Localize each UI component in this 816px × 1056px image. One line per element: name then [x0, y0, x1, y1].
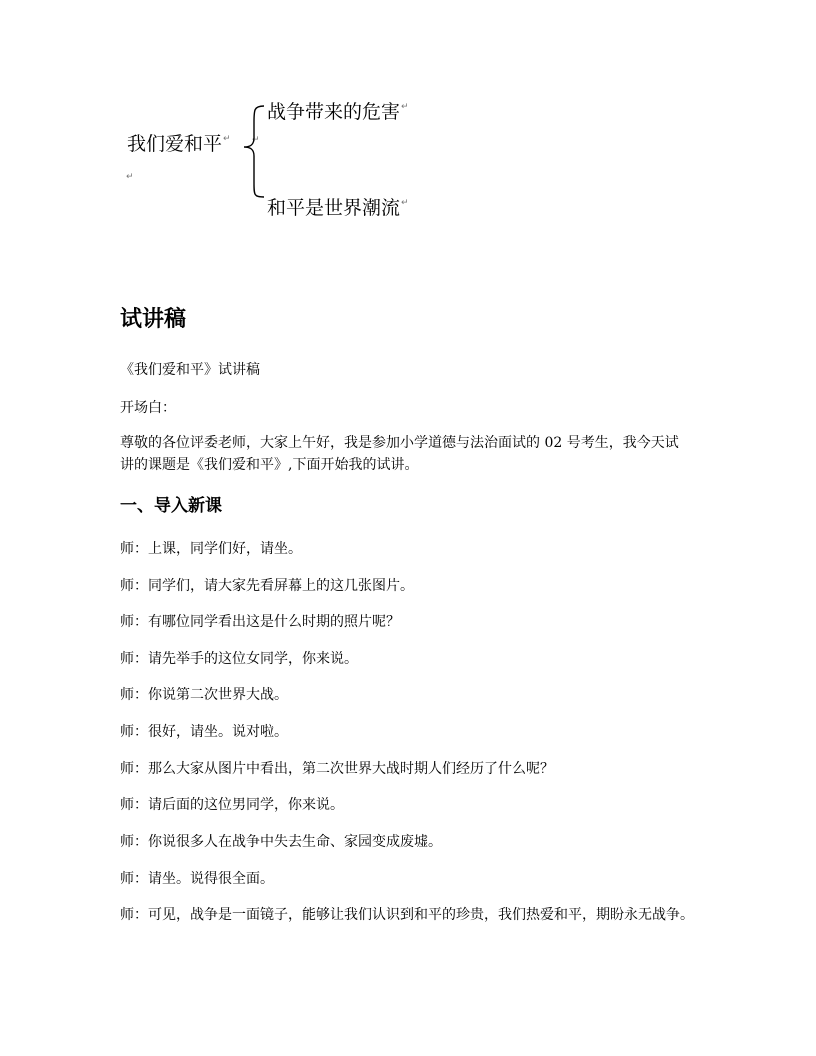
paragraph-mark-icon: ↵ — [223, 134, 231, 144]
paragraph-mark-icon: ↵ — [126, 172, 134, 182]
curly-brace-icon — [238, 100, 268, 205]
dialogue-line: 师：有哪位同学看出这是什么时期的照片呢？ — [120, 614, 400, 630]
diagram-branch-bottom — [267, 197, 409, 219]
dialogue-line: 师：那么大家从图片中看出，第二次世界大战时期人们经历了什么呢？ — [120, 761, 554, 777]
dialogue-line: 师：请坐。说得很全面。 — [120, 871, 274, 887]
dialogue-line: 师：同学们，请大家先看屏幕上的这几张图片。 — [120, 578, 414, 594]
dialogue-line: 师：你说很多人在战争中失去生命、家园变成废墟。 — [120, 834, 442, 850]
dialogue-line: 师：你说第二次世界大战。 — [120, 687, 288, 703]
dialogue-line: 师：很好，请坐。说对啦。 — [120, 724, 288, 740]
paragraph-mark-icon: ↵ — [401, 102, 409, 112]
paragraph-mark-icon: ↵ — [401, 198, 409, 208]
diagram-branch-bottom-label: 和平是世界潮流 — [267, 197, 401, 219]
opening-label: 开场白： — [120, 400, 176, 416]
paragraph-mark-icon: ↵ — [252, 135, 260, 145]
diagram-center — [127, 133, 231, 155]
dialogue-line: 师：请先举手的这位女同学，你来说。 — [120, 651, 358, 667]
diagram-branch-top-label: 战争带来的危害 — [267, 101, 401, 123]
section-title: 试讲稿 — [120, 307, 187, 332]
dialogue-line: 师：上课，同学们好，请坐。 — [120, 541, 302, 557]
dialogue-line: 师：请后面的这位男同学，你来说。 — [120, 797, 344, 813]
subsection-title: 一、导入新课 — [120, 496, 222, 516]
blackboard-diagram — [0, 0, 816, 250]
diagram-center-label: 我们爱和平 — [127, 133, 223, 155]
diagram-branch-top — [267, 101, 409, 123]
dialogue-line: 师：可见，战争是一面镜子，能够让我们认识到和平的珍贵，我们热爱和平，期盼永无战争。 — [120, 907, 694, 923]
doc-title-line: 《我们爱和平》试讲稿 — [120, 362, 260, 378]
intro-paragraph: 尊敬的各位评委老师，大家上午好，我是参加小学道德与法治面试的 02 号考生，我今天试讲的课题是《我们爱和平》,下面开始我的试讲。 — [120, 435, 679, 473]
